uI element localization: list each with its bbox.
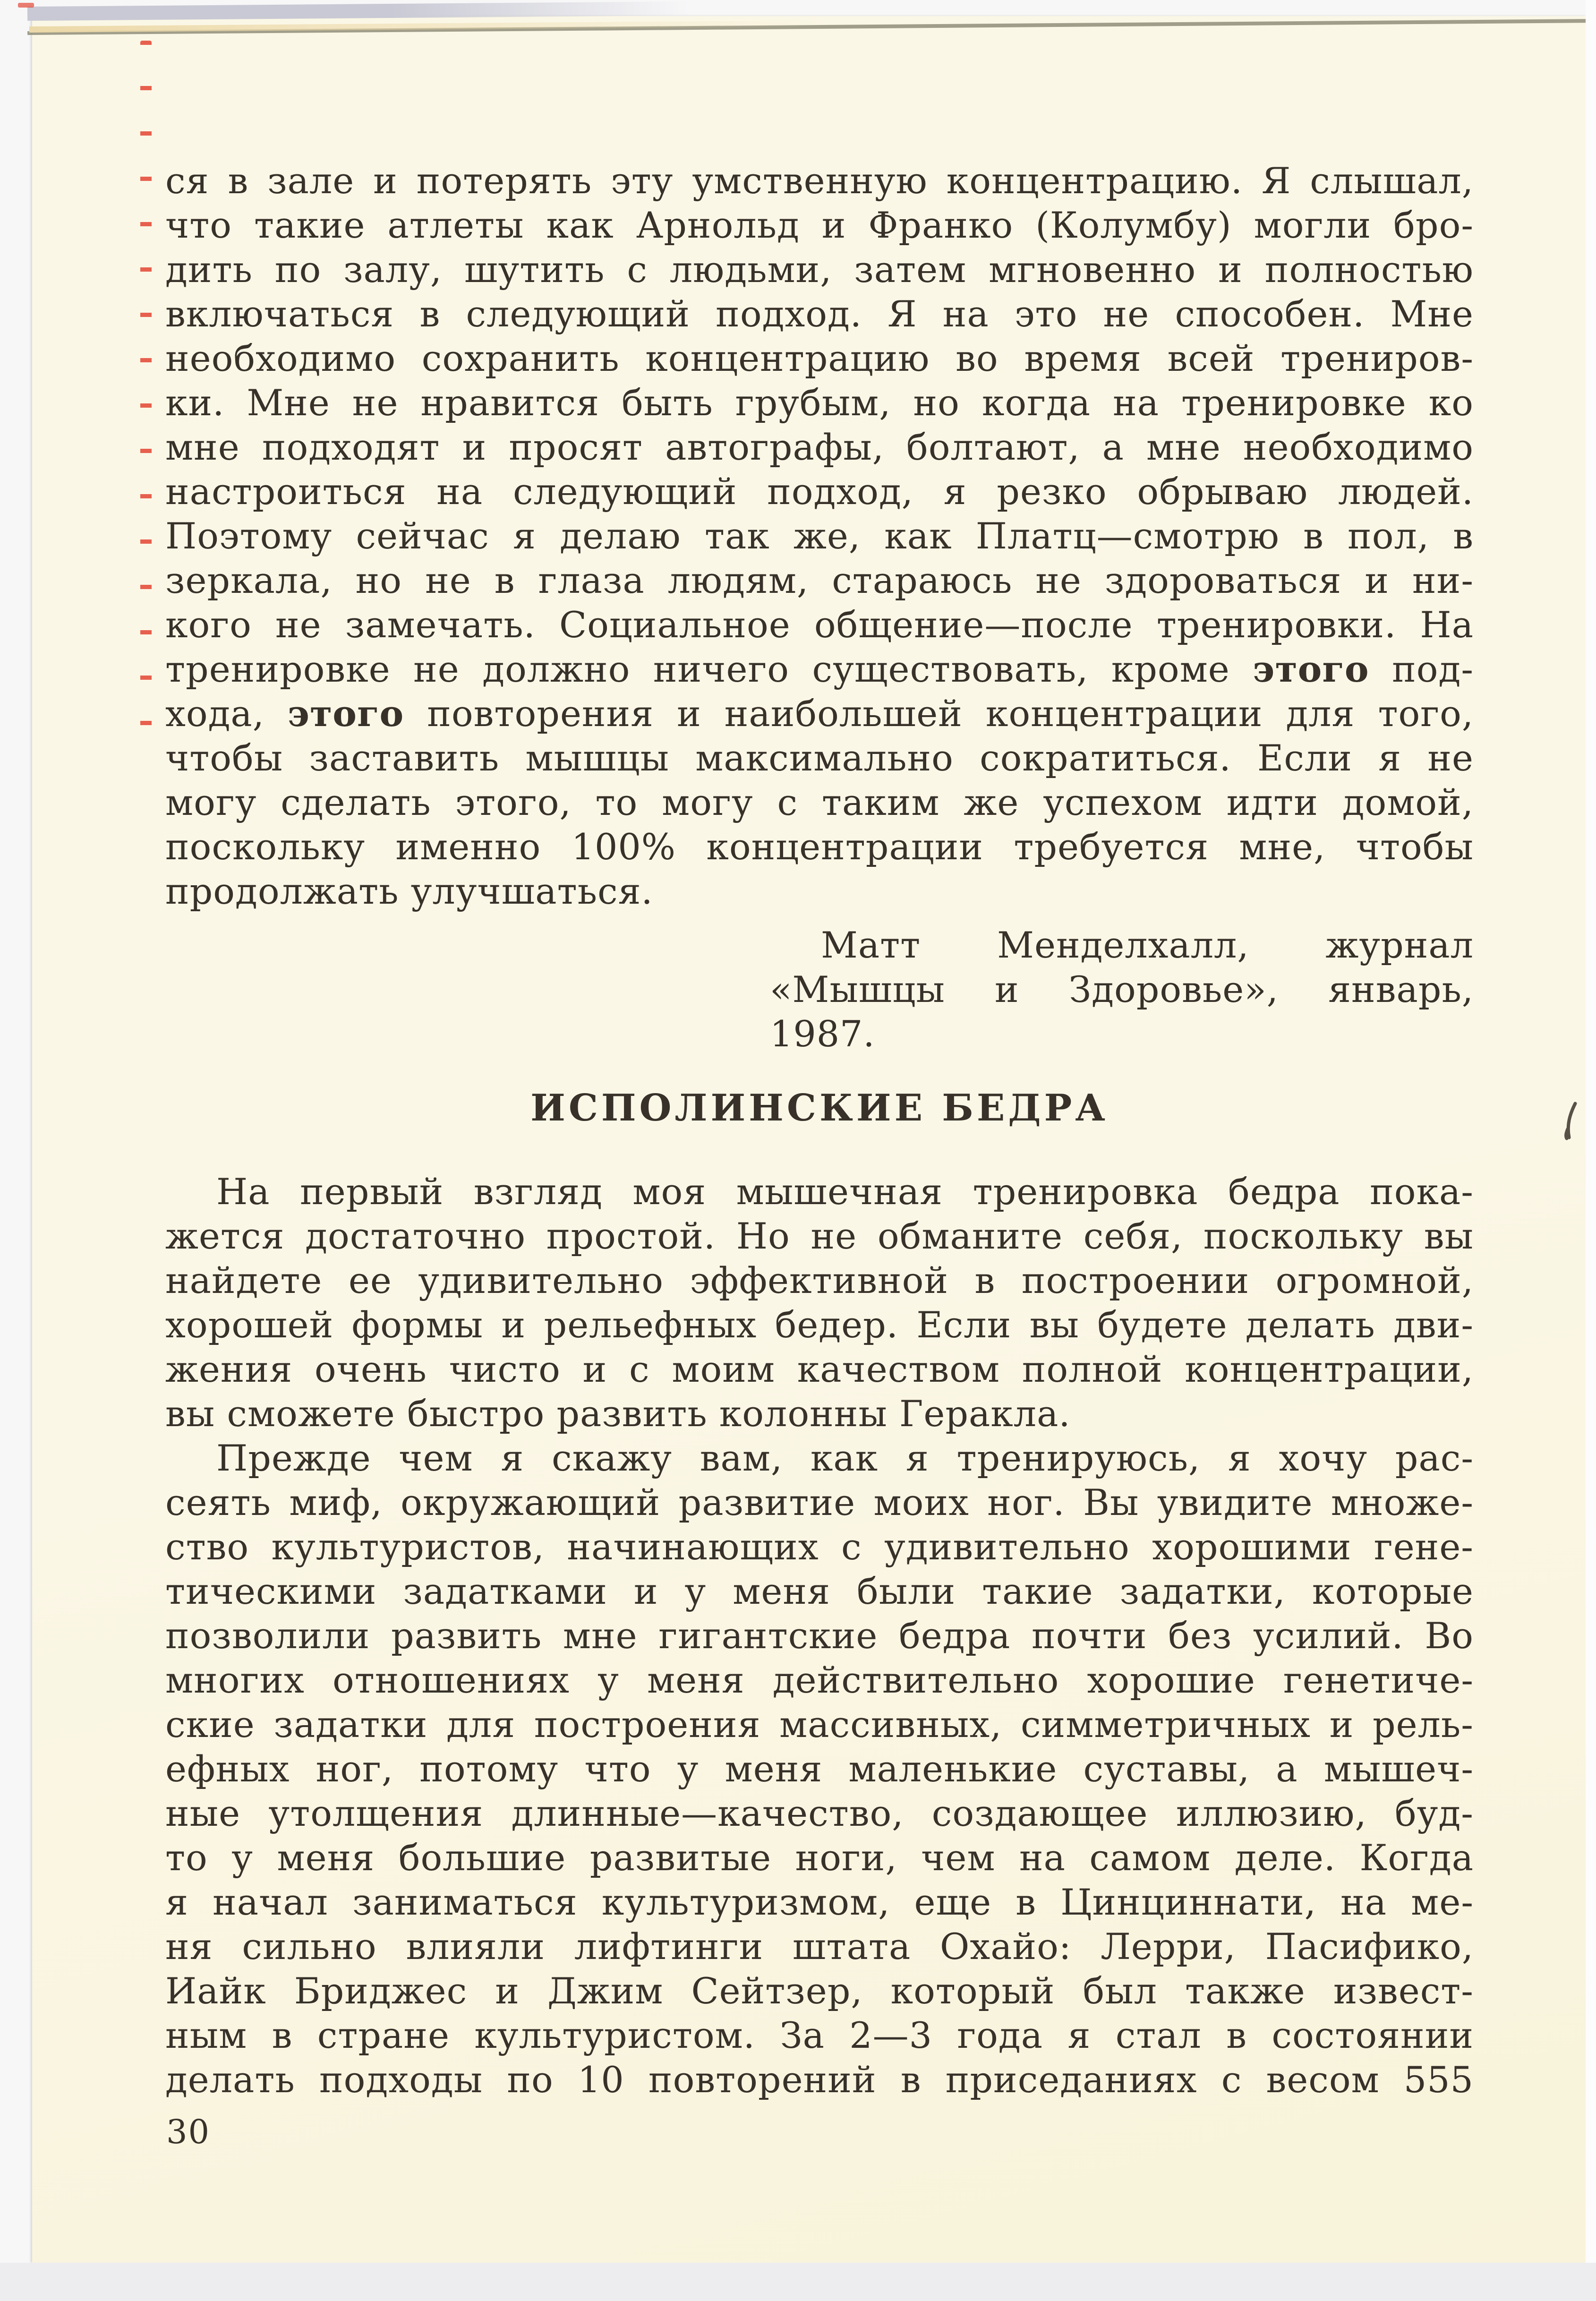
text-line: кого не замечать. Социальное общение—после тренировки. На bbox=[165, 604, 1474, 646]
attribution-block bbox=[770, 923, 1474, 1056]
text-line: зеркала, но не в глаза людям, стараюсь не здороваться и ни- bbox=[165, 559, 1474, 601]
text-line: тическими задатками и у меня были такие задатки, которые bbox=[165, 1570, 1474, 1612]
text-line: сеять миф, окружающий развитие моих ног. Вы увидите множе- bbox=[165, 1481, 1474, 1523]
text-line: дить по залу, шутить с людьми, затем мгновенно и полностью bbox=[165, 248, 1474, 291]
text-line: найдете ее удивительно эффективной в построении огромной, bbox=[165, 1259, 1474, 1301]
text-line: могу сделать этого, то могу с таким же успехом идти домой, bbox=[165, 781, 1474, 823]
text-line: вы сможете быстро развить колонны Геракла. bbox=[165, 1393, 1071, 1435]
text-line: позволили развить мне гигантские бедра почти без усилий. Во bbox=[165, 1615, 1474, 1657]
text-line: необходимо сохранить концентрацию во время всей трениров- bbox=[165, 337, 1474, 379]
text-line: мне подходят и просят автографы, болтают, а мне необходимо bbox=[165, 426, 1474, 468]
text-line: продолжать улучшаться. bbox=[165, 870, 653, 912]
text-line: Прежде чем я скажу вам, как я тренируюсь, я хочу рас- bbox=[216, 1437, 1474, 1479]
text-line: жется достаточно простой. Но не обманите себя, поскольку вы bbox=[165, 1215, 1474, 1257]
text-line: ся в зале и потерять эту умственную концентрацию. Я слышал, bbox=[165, 160, 1474, 202]
paragraph bbox=[165, 1436, 1474, 2102]
text-line: жения очень чисто и с моим качеством полной концентрации, bbox=[165, 1348, 1474, 1390]
body-text bbox=[165, 159, 1474, 2102]
text-line: то у меня большие развитые ноги, чем на самом деле. Когда bbox=[165, 1837, 1474, 1879]
scan-artifact-red-dashes bbox=[140, 41, 152, 752]
text-line: ки. Мне не нравится быть грубым, но когда на тренировке ко bbox=[165, 382, 1474, 424]
scan-artifact-corner bbox=[18, 3, 34, 8]
text-line: хорошей формы и рельефных бедер. Если вы будете делать дви- bbox=[165, 1304, 1474, 1346]
bold-text: этого bbox=[287, 693, 404, 735]
page-number: 30 bbox=[166, 2113, 211, 2151]
text-line: Иайк Бриджес и Джим Сейтзер, который был также извест- bbox=[165, 1970, 1474, 2012]
text-line: тренировке не должно ничего существовать, кроме этого под- bbox=[165, 648, 1474, 690]
pen-mark bbox=[1561, 1101, 1580, 1150]
text-line: что такие атлеты как Арнольд и Франко (Колумбу) могли бро- bbox=[165, 204, 1474, 246]
text-line: ские задатки для построения массивных, симметричных и рель- bbox=[165, 1703, 1474, 1745]
section-heading: ИСПОЛИНСКИЕ БЕДРА bbox=[530, 1086, 1109, 1129]
text-line: «Мышцы и Здоровье», январь, bbox=[770, 968, 1474, 1010]
text-line: ство культуристов, начинающих с удивительно хорошими гене- bbox=[165, 1526, 1474, 1568]
text-line: ефных ног, потому что у меня маленькие суставы, а мышеч- bbox=[165, 1748, 1474, 1790]
text-line: включаться в следующий подход. Я на это не способен. Мне bbox=[165, 293, 1474, 335]
text-line: настроиться на следующий подход, я резко обрываю людей. bbox=[165, 470, 1474, 513]
text-line: Поэтому сейчас я делаю так же, как Платц—смотрю в пол, в bbox=[165, 515, 1474, 557]
bold-text: этого bbox=[1253, 648, 1369, 690]
text-line: Матт Менделхалл, журнал bbox=[821, 924, 1474, 966]
text-line: многих отношениях у меня действительно хорошие генетиче- bbox=[165, 1659, 1474, 1701]
text-line: чтобы заставить мышцы максимально сократиться. Если я не bbox=[165, 737, 1474, 779]
text-line: делать подходы по 10 повторений в приседаниях с весом 555 bbox=[165, 2059, 1474, 2101]
text-line: На первый взгляд моя мышечная тренировка бедра пока- bbox=[216, 1171, 1474, 1213]
paragraph bbox=[165, 159, 1474, 914]
text-line: ные утолщения длинные—качество, создающее иллюзию, буд- bbox=[165, 1792, 1474, 1834]
text-line: ня сильно влияли лифтинги штата Охайо: Лерри, Пасифико, bbox=[165, 1925, 1474, 1967]
scan-bottom-margin bbox=[0, 2263, 1596, 2301]
text-line: поскольку именно 100% концентрации требуется мне, чтобы bbox=[165, 826, 1474, 868]
text-line: я начал заниматься культуризмом, еще в Цинциннати, на ме- bbox=[165, 1881, 1474, 1923]
paragraph bbox=[165, 1170, 1474, 1436]
scan-right-margin bbox=[1586, 0, 1596, 2301]
text-line: хода, этого повторения и наибольшей концентрации для того, bbox=[165, 693, 1474, 735]
text-line: 1987. bbox=[770, 1013, 875, 1055]
text-line: ным в стране культуристом. За 2—3 года я стал в состоянии bbox=[165, 2014, 1474, 2056]
